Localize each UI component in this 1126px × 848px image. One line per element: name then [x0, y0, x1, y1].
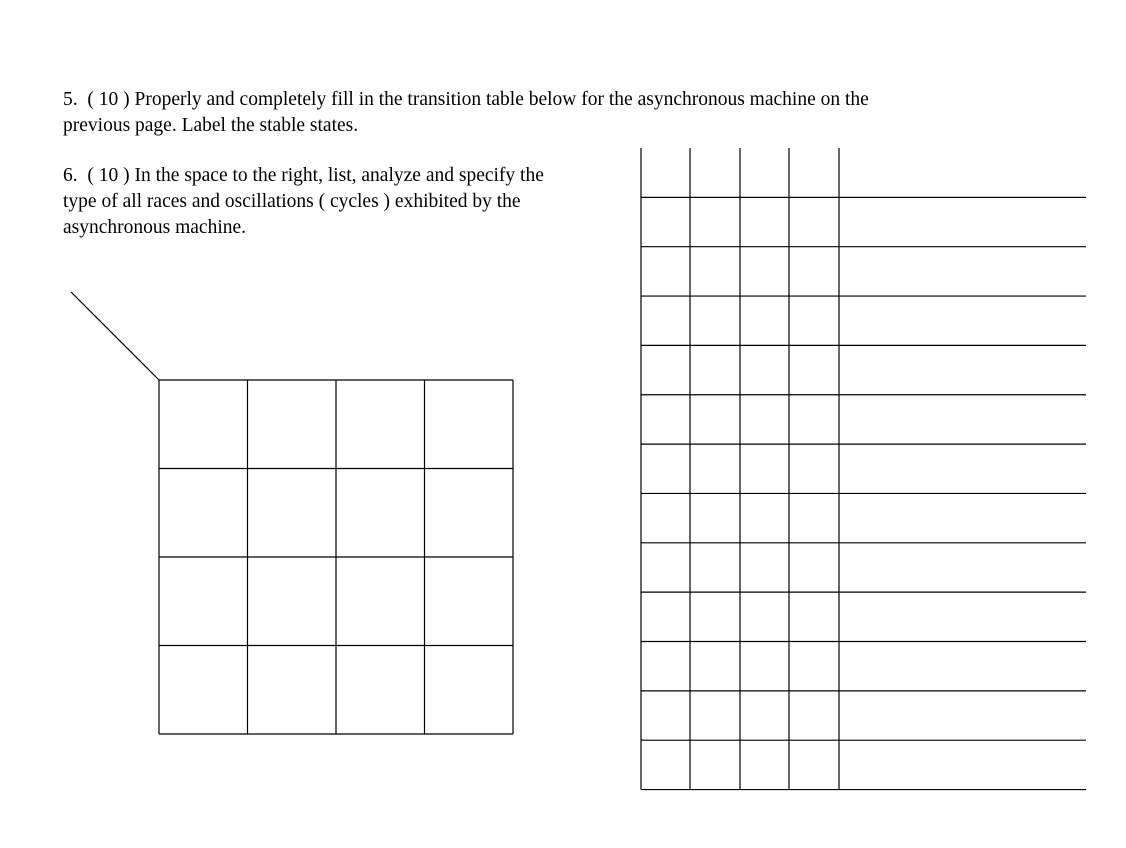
question-6-text-line1: In the space to the right, list, analyze and specify the [134, 165, 544, 186]
question-6-points: ( 10 ) [87, 165, 130, 186]
question-6-text-line3: asynchronous machine. [63, 217, 247, 238]
question-5-number: 5. [63, 89, 78, 110]
transition-table-diagonal-line [71, 292, 159, 380]
question-6-text-line2: type of all races and oscillations ( cycles ) exhibited by the [63, 191, 521, 212]
transition-table [71, 292, 513, 734]
question-5-points: ( 10 ) [87, 89, 130, 110]
question-6-number: 6. [63, 165, 78, 186]
answer-table [641, 148, 1086, 790]
question-5-text-line2: previous page. Label the stable states. [63, 115, 359, 136]
question-5-text-line1: Properly and completely fill in the transition table below for the asynchronous machine on the [134, 89, 869, 110]
